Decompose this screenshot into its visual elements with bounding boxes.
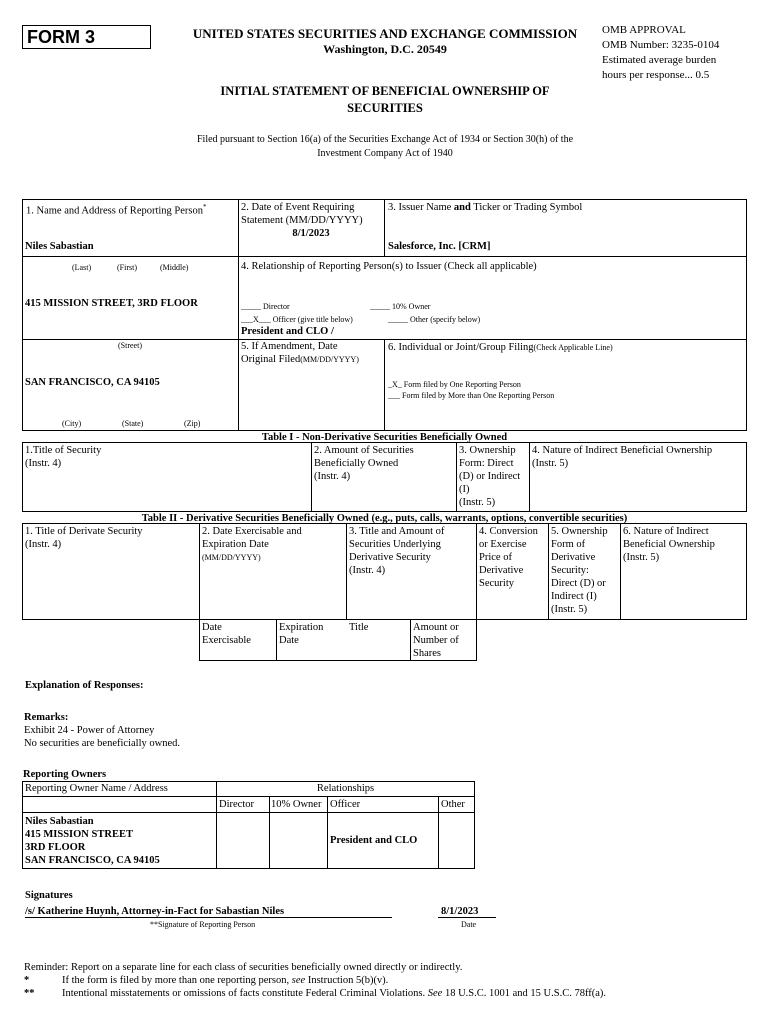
divider (311, 442, 312, 512)
table2-col4-line: or Exercise (479, 539, 527, 550)
table2-col4-line: Price of (479, 552, 512, 563)
table2-col2-line: 2. Date Exercisable and (202, 526, 302, 537)
divider (22, 796, 475, 797)
remarks-section (24, 711, 180, 750)
state-caption: (State) (122, 419, 144, 428)
table1-col3-header (459, 444, 520, 509)
first-caption: (First) (117, 263, 137, 272)
table2-col6-line: 6. Nature of Indirect (623, 526, 709, 537)
owner-officer-value: President and CLO (330, 835, 418, 846)
agency-name: UNITED STATES SECURITIES AND EXCHANGE COMMISSION (192, 26, 578, 41)
officer-option: ___X___ Officer (give title below) (241, 315, 353, 324)
footnote1-a: If the form is filed by more than one reporting person, (62, 975, 292, 986)
table2-col6-line: (Instr. 5) (623, 552, 660, 563)
expiration-date-header (279, 621, 323, 647)
owner-address-line: Niles Sabastian (25, 816, 94, 827)
table2-col5-line: Form of (551, 539, 586, 550)
table1-col3-line: Form: Direct (459, 458, 514, 469)
amount-shares-line: Amount or (413, 622, 459, 633)
table1-col2-line: (Instr. 4) (314, 471, 351, 482)
omb-number: OMB Number: 3235-0104 (602, 39, 720, 51)
table2-col4-line: 4. Conversion (479, 526, 538, 537)
divider (276, 619, 277, 661)
footnote2-see: See (427, 988, 443, 999)
box1-label-text: 1. Name and Address of Reporting Person (26, 205, 204, 217)
table2-col3-line: (Instr. 4) (349, 565, 386, 576)
table2-col5-line: (Instr. 5) (551, 604, 588, 615)
signature-date: 8/1/2023 (441, 906, 479, 917)
signature-caption: **Signature of Reporting Person (150, 920, 256, 929)
table2-col4-header (479, 525, 538, 590)
form-title (150, 83, 620, 117)
box2-label (241, 201, 363, 227)
box2-label-line2: Statement (MM/DD/YYYY) (241, 215, 363, 226)
divider (529, 442, 530, 512)
footnote2 (62, 987, 606, 1000)
box1-label-star: * (203, 203, 207, 211)
table1-col4-line: (Instr. 5) (532, 458, 569, 469)
other-header: Other (441, 799, 465, 810)
table2-col5-line: Indirect (I) (551, 591, 597, 602)
table2-col5-line: 5. Ownership (551, 526, 608, 537)
last-caption: (Last) (72, 263, 92, 272)
city-state-zip: SAN FRANCISCO, CA 94105 (25, 377, 160, 388)
city-caption: (City) (62, 419, 82, 428)
table1-col2-line: Beneficially Owned (314, 458, 399, 469)
explanation-label: Explanation of Responses: (25, 680, 144, 691)
divider (620, 523, 621, 620)
date-exercisable-line: Exercisable (202, 635, 251, 646)
box3-label-b: Ticker or Trading Symbol (470, 202, 583, 213)
table2-col1-line: (Instr. 4) (25, 539, 62, 550)
remarks-line2: No securities are beneficially owned. (24, 738, 180, 749)
box5-label-date-format: (MM/DD/YYYY) (300, 355, 359, 364)
table1-col1-line: 1.Title of Security (25, 445, 102, 456)
form-title-line2: SECURITIES (347, 101, 423, 115)
filed-line1: Filed pursuant to Section 16(a) of the Securities Exchange Act of 1934 or Section 30(h) of the (196, 134, 574, 145)
box1-label (26, 201, 207, 218)
officer-title: President and CLO / (241, 326, 334, 337)
box5-label-line2: Original Filed (241, 354, 301, 365)
divider (548, 523, 549, 620)
director-header: Director (219, 799, 254, 810)
divider (22, 256, 238, 257)
expiration-date-line: Expiration (279, 622, 324, 633)
table2-col3-line: Securities Underlying (349, 539, 441, 550)
owner-address-line: 3RD FLOOR (25, 842, 86, 853)
divider (269, 796, 270, 869)
table2-col6-line: Beneficial Ownership (623, 539, 715, 550)
footnote-star2: ** (24, 988, 35, 999)
omb-hours: hours per response... 0.5 (602, 69, 710, 81)
owner-address-line: 415 MISSION STREET (25, 829, 133, 840)
table2-title: Table II - Derivative Securities Beneficially Owned (e.g., puts, calls, warrants, options, convertible securities) (141, 513, 628, 524)
table1-col3-line: (I) (459, 484, 470, 495)
multiple-reporting-persons-option: ___ Form filed by More than One Reporting Person (388, 391, 555, 400)
box3-label-a: 3. Issuer Name (388, 202, 454, 213)
one-reporting-person-option: _X_ Form filed by One Reporting Person (388, 380, 521, 389)
box3-label-and: and (453, 202, 471, 213)
remarks-label: Remarks: (24, 712, 69, 723)
date-exercisable-header (202, 621, 251, 647)
footnote1-b: Instruction 5(b)(v). (305, 975, 389, 986)
table2-col6-header (623, 525, 715, 564)
divider (199, 523, 200, 620)
filed-pursuant (100, 133, 670, 161)
divider (438, 796, 439, 869)
table2-col5-line: Derivative (551, 552, 596, 563)
director-option: _____ Director (241, 302, 290, 311)
table1-col3-line: (D) or Indirect (459, 471, 521, 482)
box5-label-line1: 5. If Amendment, Date (241, 341, 338, 352)
table2-col5-header (551, 525, 608, 616)
divider (384, 339, 385, 431)
omb-approval-box (602, 23, 767, 83)
table2-col2-date-format: (MM/DD/YYYY) (202, 553, 261, 562)
table2-col2-line: Expiration Date (202, 539, 269, 550)
reporting-owners-label: Reporting Owners (23, 769, 107, 780)
table2-col5-line: Direct (D) or (551, 578, 606, 589)
omb-title: OMB APPROVAL (602, 24, 686, 36)
footnote2-b: 18 U.S.C. 1001 and 15 U.S.C. 78ff(a). (442, 988, 607, 999)
box5-label (241, 340, 359, 366)
divider (476, 523, 477, 620)
table1-col1-header (25, 444, 101, 470)
other-option: _____ Other (specify below) (388, 315, 481, 324)
omb-burden: Estimated average burden (602, 54, 717, 66)
signatures-label: Signatures (25, 890, 73, 901)
ten-percent-owner-option: _____ 10% Owner (370, 302, 431, 311)
table2-col3-line: 3. Title and Amount of (349, 526, 445, 537)
street-address: 415 MISSION STREET, 3RD FLOOR (25, 298, 198, 309)
table1-col1-line: (Instr. 4) (25, 458, 62, 469)
table2-col4-line: Security (479, 578, 514, 589)
owner-address-line: SAN FRANCISCO, CA 94105 (25, 855, 160, 866)
zip-caption: (Zip) (184, 419, 201, 428)
table1-col2-line: 2. Amount of Securities (314, 445, 414, 456)
box6-label-text: 6. Individual or Joint/Group Filing (388, 342, 534, 353)
footnote1 (62, 974, 388, 987)
table2-col1-line: 1. Title of Derivate Security (25, 526, 143, 537)
reminder-text: Reminder: Report on a separate line for each class of securities beneficially owned directly or indirectly. (24, 962, 463, 973)
divider (327, 796, 328, 869)
amount-shares-header (413, 621, 459, 660)
owner-name-header: Reporting Owner Name / Address (25, 783, 168, 794)
footnote1-see: see (291, 975, 306, 986)
table2-col3-line: Derivative Security (349, 552, 431, 563)
ten-percent-header: 10% Owner (271, 799, 322, 810)
owner-address (25, 815, 160, 867)
amount-shares-line: Shares (413, 648, 441, 659)
date-exercisable-line: Date (202, 622, 222, 633)
reporting-person-name: Niles Sabastian (25, 241, 94, 252)
agency-location: Washington, D.C. 20549 (323, 42, 447, 56)
table2-col4-line: Derivative (479, 565, 524, 576)
street-caption: (Street) (118, 341, 142, 350)
form-title-line1: INITIAL STATEMENT OF BENEFICIAL OWNERSHIP OF (220, 84, 550, 98)
footnote-star1: * (24, 975, 30, 986)
date-caption: Date (461, 920, 477, 929)
footnote2-a: Intentional misstatements or omissions of facts constitute Federal Criminal Violations. (62, 988, 428, 999)
table2-col2-header (202, 525, 302, 564)
title-header: Title (349, 622, 369, 633)
form-label: FORM 3 (27, 27, 96, 47)
expiration-date-line: Date (279, 635, 299, 646)
table2-col3-header (349, 525, 444, 577)
table1-col3-line: (Instr. 5) (459, 497, 496, 508)
divider (456, 442, 457, 512)
table1-col4-header (532, 444, 712, 470)
box2-label-line1: 2. Date of Event Requiring (241, 202, 355, 213)
box6-label (388, 341, 613, 354)
form-label-box (22, 25, 151, 49)
table1-col4-line: 4. Nature of Indirect Beneficial Ownership (532, 445, 713, 456)
filed-line2: Investment Company Act of 1940 (317, 148, 453, 159)
table1-col2-header (314, 444, 414, 483)
box4-label: 4. Relationship of Reporting Person(s) to Issuer (Check all applicable) (241, 261, 537, 272)
divider (22, 812, 475, 813)
officer-header: Officer (330, 799, 361, 810)
issuer-name: Salesforce, Inc. [CRM] (388, 241, 491, 252)
box6-label-small: (Check Applicable Line) (533, 343, 613, 352)
table2-col1-header (25, 525, 143, 551)
remarks-line1: Exhibit 24 - Power of Attorney (24, 725, 155, 736)
box3-label (388, 201, 582, 214)
table2-col5-line: Security: (551, 565, 589, 576)
divider (346, 523, 347, 620)
divider (238, 256, 747, 257)
divider (410, 619, 411, 661)
event-date: 8/1/2023 (292, 228, 330, 239)
middle-caption: (Middle) (160, 263, 189, 272)
signer-line: /s/ Katherine Huynh, Attorney-in-Fact for Sabastian Niles (25, 906, 285, 917)
divider (384, 199, 385, 256)
table1-title: Table I - Non-Derivative Securities Beneficially Owned (261, 432, 508, 443)
amount-shares-line: Number of (413, 635, 459, 646)
table1-col3-line: 3. Ownership (459, 445, 516, 456)
relationships-header: Relationships (316, 783, 375, 794)
